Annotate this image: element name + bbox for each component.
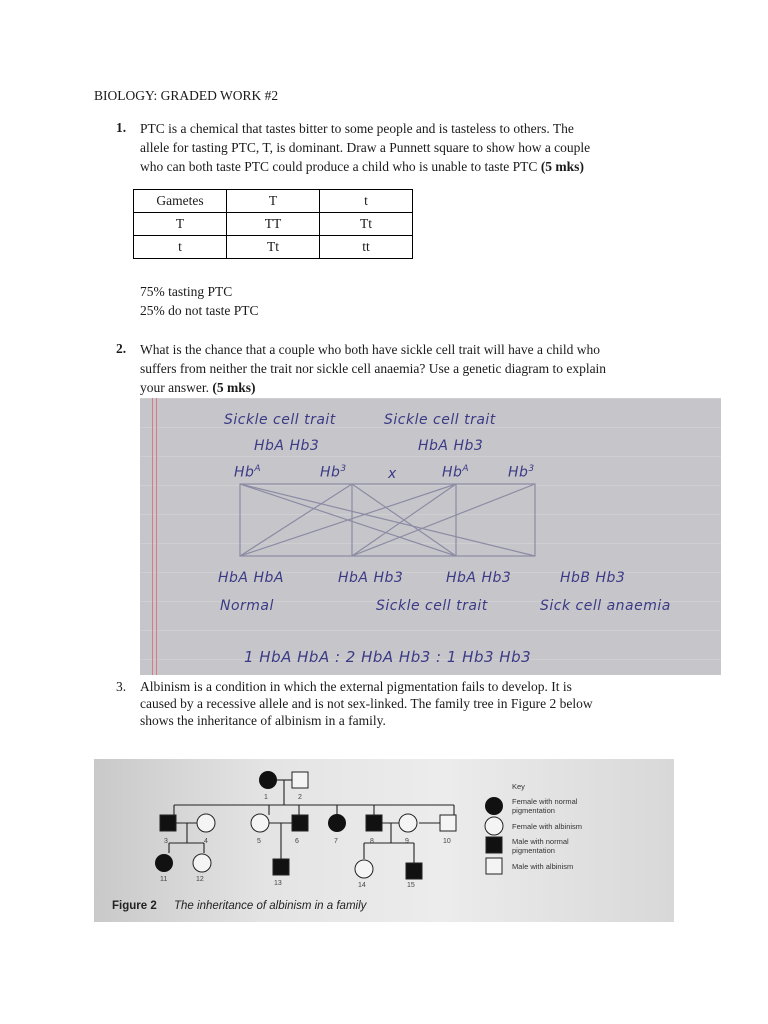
question-3-line-1: Albinism is a condition in which the external pigmentation fails to develop. It is <box>140 679 572 694</box>
pedigree-label: 2 <box>298 794 302 801</box>
handwritten-phenotype: Normal <box>220 598 274 614</box>
question-1-number: 1. <box>116 120 127 135</box>
figure-caption-text: The inheritance of albinism in a family <box>174 900 367 912</box>
answer-line-2: 25% do not taste PTC <box>140 303 259 318</box>
handwritten-gamete: Hb$^3$ <box>508 464 535 481</box>
key-item: Male with normal <box>512 837 569 846</box>
key-item: pigmentation <box>512 806 555 815</box>
question-2-line-1: What is the chance that a couple who both have sickle cell trait will have a child who <box>140 342 600 357</box>
key-item: Female with albinism <box>512 822 583 831</box>
question-1-line-3 <box>140 157 584 176</box>
table-cell: Tt <box>320 213 413 236</box>
question-3-number: 3. <box>116 679 127 694</box>
table-row <box>134 236 413 259</box>
pedigree-label: 5 <box>257 838 261 845</box>
pedigree-label: 7 <box>334 838 338 845</box>
pedigree-label: 10 <box>443 838 451 845</box>
pedigree-label: 4 <box>204 838 208 845</box>
key-item: Male with albinism <box>512 862 574 871</box>
table-header-row <box>134 190 413 213</box>
table-cell: t <box>134 236 227 259</box>
key-title: Key <box>512 782 525 791</box>
table-header-cell: Gametes <box>134 190 227 213</box>
question-1-line-1: PTC is a chemical that tastes bitter to some people and is tasteless to others. The <box>140 121 574 136</box>
table-header-cell: t <box>320 190 413 213</box>
question-2-number: 2. <box>116 341 127 356</box>
handwritten-parent-1-label: Sickle cell trait <box>224 412 336 428</box>
table-row <box>134 213 413 236</box>
handwritten-ratio: 1 HbA HbA : 2 HbA Hb3 : 1 Hb3 Hb3 <box>244 648 532 666</box>
pedigree-individual-1 <box>259 771 277 789</box>
table-cell: TT <box>227 213 320 236</box>
document-title: BIOLOGY: GRADED WORK #2 <box>94 88 279 103</box>
question-3-line-2: caused by a recessive allele and is not sex-linked. The family tree in Figure 2 below <box>140 696 593 711</box>
handwritten-gamete: $Hb^A$ <box>234 464 262 481</box>
question-2-line-3 <box>140 378 255 397</box>
answer-line-1: 75% tasting PTC <box>140 284 233 299</box>
key-item: Female with normal <box>512 797 578 806</box>
pedigree-label: 8 <box>370 838 374 845</box>
table-cell: Tt <box>227 236 320 259</box>
handwritten-phenotype: Sick cell anaemia <box>540 598 671 614</box>
table-header-cell: T <box>227 190 320 213</box>
handwritten-parent-2-label: Sickle cell trait <box>384 412 496 428</box>
punnett-square-table <box>133 189 413 259</box>
pedigree-label: 1 <box>264 794 268 801</box>
handwritten-gamete: Hb$^3$ <box>320 464 347 481</box>
pedigree-label: 15 <box>407 882 415 889</box>
question-2-line-2: suffers from neither the trait nor sickle cell anaemia? Use a genetic diagram to explain <box>140 361 607 376</box>
key-item: pigmentation <box>512 846 555 855</box>
pedigree-label: 11 <box>160 876 168 883</box>
figure-caption-label: Figure 2 <box>112 900 157 912</box>
handwritten-genetic-diagram-photo <box>140 398 721 675</box>
question-2-line-3-text: your answer. <box>140 380 213 395</box>
handwritten-offspring: HbA HbA <box>218 570 284 586</box>
table-cell: tt <box>320 236 413 259</box>
handwritten-offspring: HbA Hb3 <box>338 570 404 586</box>
question-1-marks: (5 mks) <box>540 159 584 174</box>
pedigree-label: 3 <box>164 838 168 845</box>
table-cell: T <box>134 213 227 236</box>
pedigree-diagram <box>94 759 674 922</box>
handwritten-cross-lines <box>140 398 721 675</box>
handwritten-offspring: HbB Hb3 <box>560 570 626 586</box>
handwritten-cross-symbol: x <box>388 466 397 482</box>
question-1-line-2: allele for tasting PTC, T, is dominant. Draw a Punnett square to show how a couple <box>140 140 591 155</box>
pedigree-label: 9 <box>405 838 409 845</box>
handwritten-parent-2-genotype: HbA Hb3 <box>418 438 484 454</box>
handwritten-offspring: HbA Hb3 <box>446 570 512 586</box>
pedigree-label: 14 <box>358 882 366 889</box>
pedigree-label: 6 <box>295 838 299 845</box>
handwritten-phenotype: Sickle cell trait <box>376 598 488 614</box>
pedigree-figure-photo <box>94 759 674 922</box>
pedigree-label: 12 <box>196 876 204 883</box>
pedigree-label: 13 <box>274 880 282 887</box>
handwritten-parent-1-genotype: HbA Hb3 <box>254 438 320 454</box>
question-3-line-3: shows the inheritance of albinism in a family. <box>140 713 386 728</box>
question-1-line-3-text: who can both taste PTC could produce a child who is unable to taste PTC <box>140 159 541 174</box>
question-2-marks: (5 mks) <box>212 380 256 395</box>
handwritten-gamete: $Hb^A$ <box>442 464 470 481</box>
